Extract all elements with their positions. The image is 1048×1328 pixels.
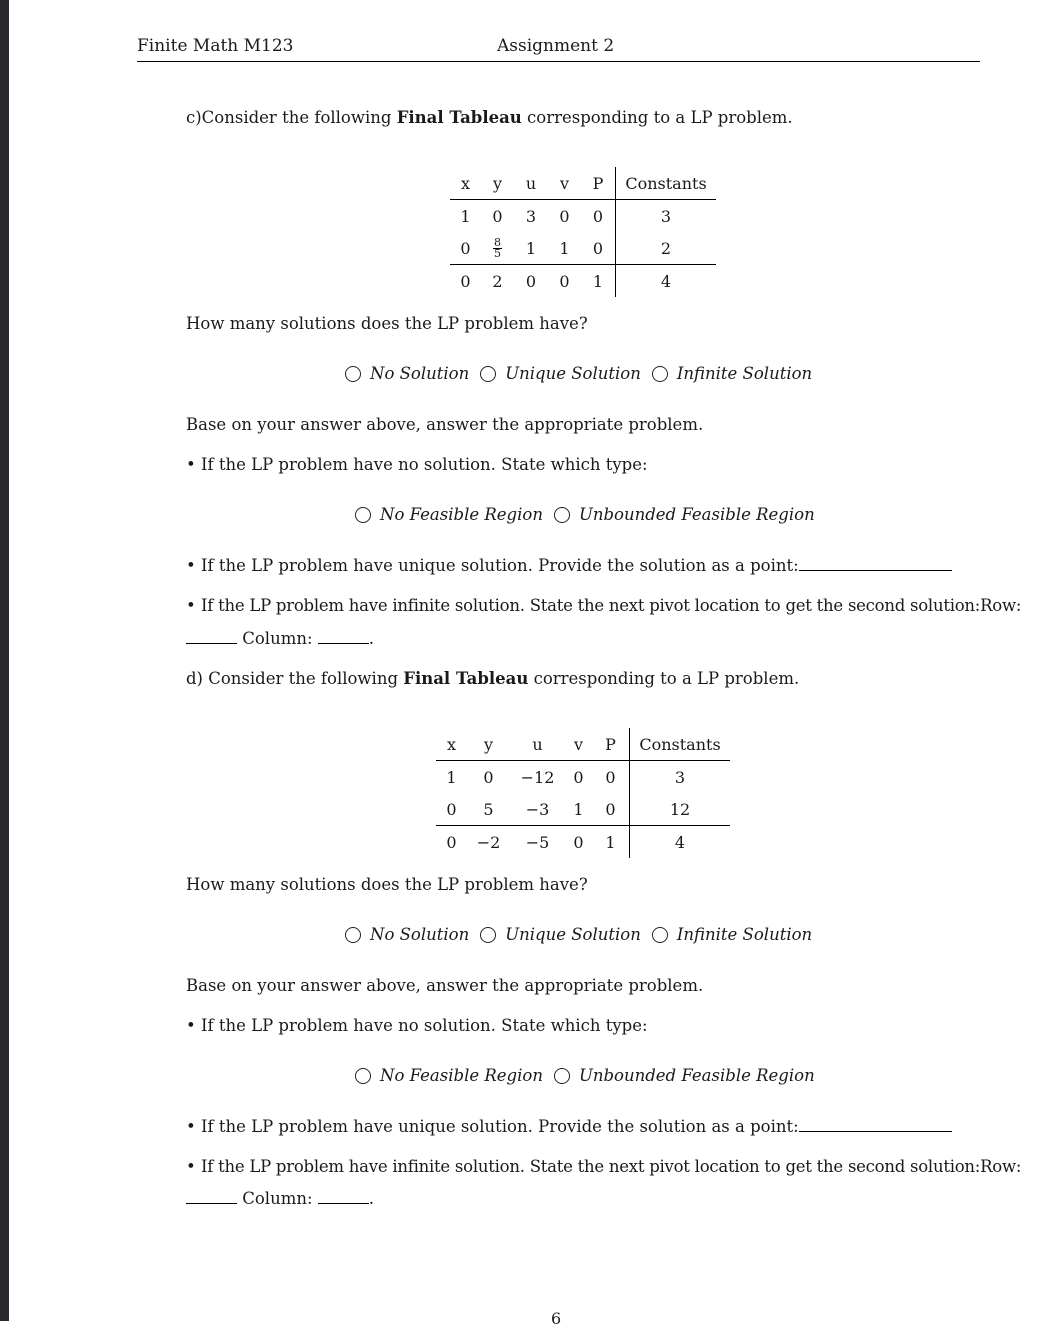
cell: 0 — [514, 265, 548, 298]
option-unbounded-feasible-region[interactable]: Unbounded Feasible Region — [554, 505, 815, 524]
cell: −2 — [467, 826, 510, 859]
option-no-solution[interactable]: No Solution — [345, 364, 469, 383]
fraction-denominator: 5 — [494, 246, 501, 260]
cell: −3 — [525, 799, 550, 819]
pivot-location-line: Column: . — [186, 629, 374, 648]
cell: 1 — [525, 238, 537, 258]
region-options — [355, 505, 826, 524]
fraction-numerator: 8 — [494, 235, 501, 249]
cell: 1 — [581, 265, 616, 298]
col-header: x — [436, 728, 467, 761]
cell: 0 — [592, 206, 604, 226]
part-c-intro: c)Consider the following Final Tableau corresponding to a LP problem. — [186, 108, 793, 127]
cell: 1 — [559, 238, 570, 258]
cell: 1 — [592, 826, 630, 859]
header-course: Finite Math M123 — [137, 36, 294, 56]
cell: 0 — [548, 265, 581, 298]
cell-fraction — [481, 232, 514, 265]
option-infinite-solution[interactable]: Infinite Solution — [652, 364, 812, 383]
cell: 0 — [492, 206, 503, 226]
unique-solution-bullet: • If the LP problem have unique solution. Provide the solution as a point: — [186, 556, 952, 575]
how-many-question: How many solutions does the LP problem have? — [186, 314, 588, 333]
option-no-feasible-region[interactable]: No Feasible Region — [355, 1066, 543, 1085]
col-header: v — [565, 728, 592, 761]
radio-circle-icon[interactable] — [345, 927, 361, 943]
cell: 1 — [573, 799, 584, 819]
cell: 0 — [450, 265, 481, 298]
radio-circle-icon[interactable] — [554, 507, 570, 523]
option-no-solution[interactable]: No Solution — [345, 925, 469, 944]
answer-blank-point[interactable] — [799, 1117, 952, 1132]
cell: −5 — [510, 826, 565, 859]
infinite-solution-bullet: • If the LP problem have infinite solution. State the next pivot location to get the second solution:Row: — [186, 596, 1022, 615]
col-header: x — [450, 167, 481, 200]
radio-circle-icon[interactable] — [554, 1068, 570, 1084]
answer-blank-point[interactable] — [799, 556, 952, 571]
option-unique-solution[interactable]: Unique Solution — [480, 925, 641, 944]
answer-blank-row[interactable] — [186, 629, 237, 644]
region-options — [355, 1066, 826, 1085]
how-many-question: How many solutions does the LP problem have? — [186, 875, 588, 894]
header-rule — [137, 61, 980, 62]
no-solution-bullet: • If the LP problem have no solution. State which type: — [186, 1016, 648, 1035]
cell: 4 — [616, 265, 717, 298]
cell: 3 — [616, 200, 717, 233]
pivot-location-line: Column: . — [186, 1189, 374, 1208]
cell: 4 — [630, 826, 731, 859]
cell: 0 — [565, 826, 592, 859]
col-header: P — [592, 728, 630, 761]
cell: 0 — [605, 767, 616, 787]
radio-circle-icon[interactable] — [480, 927, 496, 943]
cell: 0 — [592, 238, 604, 258]
answer-blank-column[interactable] — [318, 629, 369, 644]
cell: 1 — [446, 767, 457, 787]
answer-blank-row[interactable] — [186, 1189, 237, 1204]
col-header: P — [581, 167, 616, 200]
base-on-text: Base on your answer above, answer the appropriate problem. — [186, 976, 704, 995]
radio-circle-icon[interactable] — [480, 366, 496, 382]
header-assignment: Assignment 2 — [497, 36, 615, 56]
cell: 0 — [446, 799, 457, 819]
cell: −12 — [520, 767, 555, 787]
radio-circle-icon[interactable] — [355, 1068, 371, 1084]
cell: 3 — [525, 206, 537, 226]
cell: 5 — [483, 799, 494, 819]
cell: 0 — [460, 238, 471, 258]
solution-options — [345, 364, 823, 383]
infinite-solution-bullet: • If the LP problem have infinite solution. State the next pivot location to get the second solution:Row: — [186, 1157, 1022, 1176]
cell: 3 — [630, 761, 731, 794]
radio-circle-icon[interactable] — [355, 507, 371, 523]
cell: 0 — [605, 799, 616, 819]
base-on-text: Base on your answer above, answer the appropriate problem. — [186, 415, 704, 434]
col-header: u — [510, 728, 565, 761]
cell: 0 — [483, 767, 494, 787]
col-header: Constants — [616, 167, 717, 200]
col-header: Constants — [630, 728, 731, 761]
tableau-d — [436, 728, 730, 858]
radio-circle-icon[interactable] — [652, 927, 668, 943]
cell: 0 — [573, 767, 584, 787]
option-unique-solution[interactable]: Unique Solution — [480, 364, 641, 383]
option-no-feasible-region[interactable]: No Feasible Region — [355, 505, 543, 524]
solution-options — [345, 925, 823, 944]
cell: 2 — [481, 265, 514, 298]
answer-blank-column[interactable] — [318, 1189, 369, 1204]
tableau-c — [450, 167, 716, 297]
cell: 0 — [436, 826, 467, 859]
radio-circle-icon[interactable] — [652, 366, 668, 382]
unique-solution-bullet: • If the LP problem have unique solution. Provide the solution as a point: — [186, 1117, 952, 1136]
col-header: u — [514, 167, 548, 200]
col-header: v — [548, 167, 581, 200]
page-number: 6 — [551, 1309, 562, 1328]
option-infinite-solution[interactable]: Infinite Solution — [652, 925, 812, 944]
radio-circle-icon[interactable] — [345, 366, 361, 382]
cell: 12 — [630, 793, 731, 826]
option-unbounded-feasible-region[interactable]: Unbounded Feasible Region — [554, 1066, 815, 1085]
col-header: y — [467, 728, 510, 761]
col-header: y — [481, 167, 514, 200]
cell: 0 — [559, 206, 570, 226]
left-window-edge — [0, 0, 9, 1321]
cell: 1 — [460, 206, 471, 226]
cell: 2 — [616, 232, 717, 265]
no-solution-bullet: • If the LP problem have no solution. State which type: — [186, 455, 648, 474]
part-d-intro: d) Consider the following Final Tableau corresponding to a LP problem. — [186, 669, 800, 688]
